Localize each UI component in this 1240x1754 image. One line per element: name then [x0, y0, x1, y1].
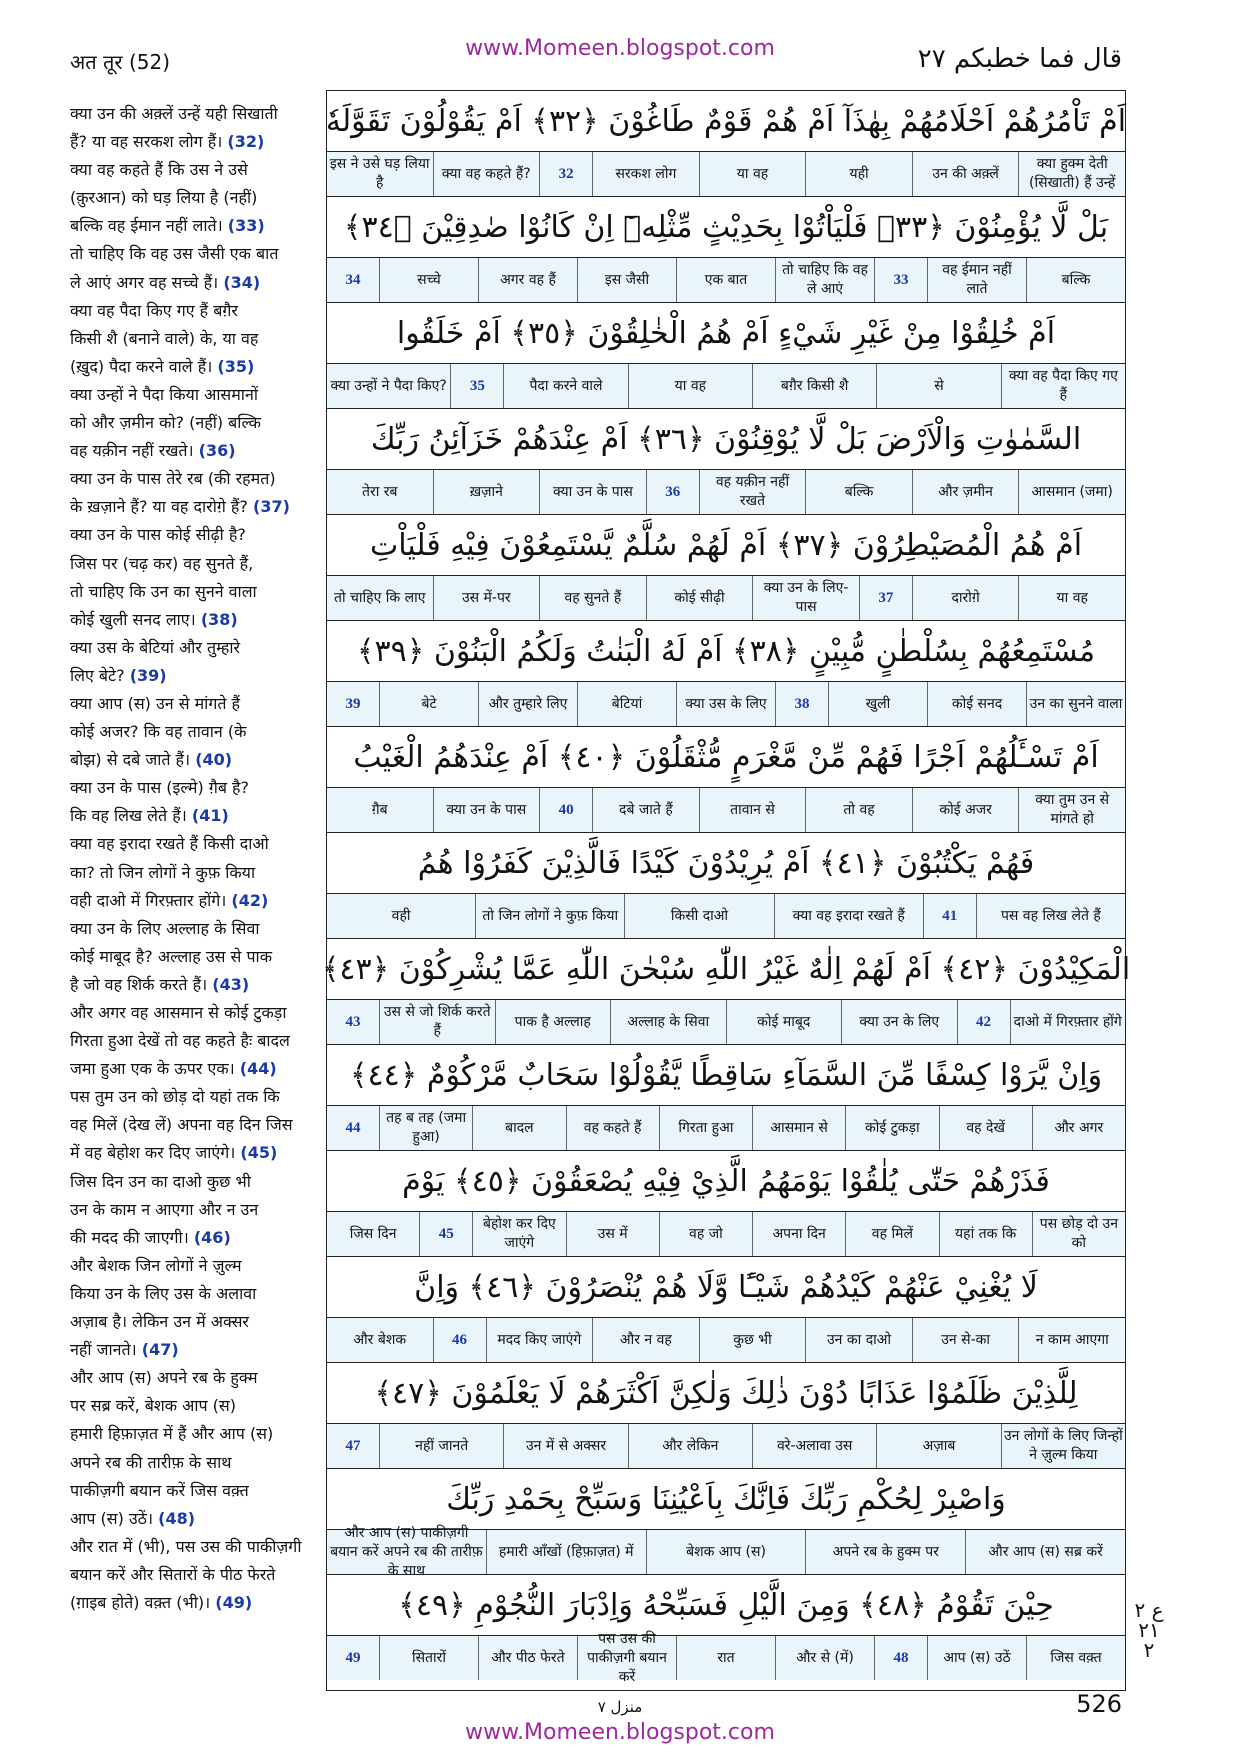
translation-text: किसी शै (बनाने वाले) के, या वह: [70, 328, 259, 348]
word-meaning-cell: कोई सनद: [927, 682, 1026, 726]
translation-text: और रात में (भी), पस उस की पाकीज़गी: [70, 1536, 302, 1556]
arabic-verse-line: اَمْ تَسْـَٔلُهُمْ اَجْرًا فَهُمْ مِّنْ مَّغْرَمٍ مُّثْقَلُوْنَ ﴿٤٠﴾ اَمْ عِنْدَهُمُ الْغَيْبُ: [327, 726, 1125, 787]
translation-row: [327, 151, 1125, 196]
translation-row: [327, 1105, 1125, 1150]
word-meaning-cell: दबे जाते हैं: [592, 788, 699, 832]
word-meaning-cell: वरे-अलावा उस: [752, 1424, 876, 1468]
word-meaning-cell: क्या वह कहते हैं?: [433, 152, 540, 196]
word-meaning-cell: तो चाहिए कि लाए: [333, 589, 426, 606]
translation-text: कोई खुली सनद लाए।: [70, 609, 196, 629]
word-meaning-cell: आसमान (जमा): [1018, 470, 1125, 514]
translation-text: हमारी हिफ़ाज़त में हैं और आप (स): [70, 1424, 274, 1444]
translation-text: नहीं जानते।: [70, 1340, 137, 1360]
translation-line: [70, 830, 320, 858]
arabic-verse-line: اَمْ هُمُ الْمُصَيْطِرُوْنَ ﴿٣٧﴾ اَمْ لَهُمْ سُلَّمٌ يَّسْتَمِعُوْنَ فِيْهِ فَلْيَاْتِ: [327, 514, 1125, 575]
verse-number-cell: 48: [874, 1636, 927, 1680]
word-meaning-cell: उन की अक़्लें: [912, 152, 1019, 196]
word-meaning-cell: मदद किए जाएंगे: [486, 1318, 593, 1362]
translation-text: हैं? या वह सरकश लोग हैं।: [70, 132, 223, 152]
word-meaning-cell: किसी दाओ: [624, 894, 773, 938]
translation-line: [70, 943, 320, 971]
translation-line: [70, 1027, 320, 1055]
translation-text: वह यक़ीन नहीं रखते।: [70, 441, 194, 461]
translation-column: [70, 100, 320, 1617]
translation-line: [70, 381, 320, 409]
word-meaning-cell: क्या उन के लिए-पास: [752, 576, 859, 620]
translation-line: [70, 1168, 320, 1196]
word-meaning-cell: बल्कि: [805, 470, 912, 514]
word-meaning-cell: उन लोगों के लिए जिन्हों ने ज़ुल्म किया: [1001, 1424, 1125, 1468]
word-meaning-cell: एक बात: [676, 258, 775, 302]
word-meaning-cell: कोई अजर: [912, 788, 1019, 832]
verse-number: (43): [212, 974, 250, 994]
word-meaning-cell: क्या उन के पास: [433, 788, 540, 832]
translation-text: क्या उन के पास कोई सीढ़ी है?: [70, 525, 246, 545]
verse-number: (32): [227, 132, 265, 152]
translation-line: [70, 1477, 320, 1505]
translation-text: तो चाहिए कि उन का सुनने वाला: [70, 581, 257, 601]
word-meaning-cell: पस उस की पाकीज़गी बयान करें: [577, 1636, 676, 1680]
ruku-marker: [1134, 1600, 1164, 1660]
translation-text: उन के काम न आएगा और न उन: [70, 1199, 259, 1219]
translation-line: [70, 325, 320, 353]
translation-line: [70, 1139, 320, 1167]
translation-line: [70, 409, 320, 437]
word-meaning-cell: और लेकिन: [628, 1424, 752, 1468]
word-meaning-cell: और आप (स) पाकीज़गी बयान करें अपने रब की तारीफ़ के साथ: [330, 1524, 483, 1579]
verse-number: (38): [200, 609, 238, 629]
word-meaning-cell: बेटे: [379, 682, 478, 726]
verse-number-cell: 33: [874, 258, 927, 302]
word-meaning-cell: आप (स) उठें: [927, 1636, 1026, 1680]
translation-line: [70, 1420, 320, 1448]
arabic-verse-line: اَمْ خُلِقُوْا مِنْ غَيْرِ شَيْءٍ اَمْ هُمُ الْخٰلِقُوْنَ ﴿٣٥﴾ اَمْ خَلَقُوا: [327, 302, 1125, 363]
translation-line: [70, 240, 320, 268]
translation-line: [70, 465, 320, 493]
translation-text: जिस दिन उन का दाओ कुछ भी: [70, 1171, 251, 1191]
verse-number: (34): [223, 272, 261, 292]
verse-number: (46): [193, 1227, 231, 1247]
translation-text: वह मिलें (देख लें) अपना वह दिन जिस: [70, 1115, 293, 1135]
word-meaning-cell: सरकश लोग: [592, 152, 699, 196]
translation-line: [70, 774, 320, 802]
verse-number-cell: 39: [345, 695, 361, 712]
arabic-verse-line: اَمْ تَاْمُرُهُمْ اَحْلَامُهُمْ بِهٰذَآ اَمْ هُمْ قَوْمٌ طَاغُوْنَ ﴿٣٢﴾ اَمْ يَقُوْلُوْنَ تَقَوَّلَهٗ: [327, 90, 1125, 151]
word-meaning-cell: बादल: [472, 1106, 565, 1150]
translation-line: [70, 746, 320, 774]
verse-number-cell: 37: [859, 576, 912, 620]
arabic-verse-line: لَا يُغْنِيْ عَنْهُمْ كَيْدُهُمْ شَيْـًٔا وَّلَا هُمْ يُنْصَرُوْنَ ﴿٤٦﴾ وَاِنَّ: [327, 1256, 1125, 1317]
word-meaning-cell: से: [876, 364, 1000, 408]
verse-number: (36): [198, 441, 236, 461]
translation-row: [327, 257, 1125, 302]
translation-text: क्या उस के बेटियां और तुम्हारे: [70, 637, 241, 657]
translation-row: [327, 1317, 1125, 1362]
word-meaning-cell: कुछ भी: [699, 1318, 806, 1362]
word-meaning-cell: उस से जो शिर्क करते हैं: [379, 1000, 495, 1044]
translation-text: की मदद की जाएगी।: [70, 1227, 189, 1247]
word-meaning-cell: उस में-पर: [433, 576, 540, 620]
translation-line: [70, 999, 320, 1027]
translation-text: बोझ) से दबे जाते हैं।: [70, 750, 191, 770]
translation-line: [70, 1505, 320, 1533]
translation-line: [70, 269, 320, 297]
word-meaning-cell: अपने रब के हुक्म पर: [805, 1530, 965, 1574]
surah-title: अत तूर (52): [70, 50, 171, 74]
word-meaning-cell: तो वह: [805, 788, 912, 832]
translation-line: [70, 971, 320, 999]
arabic-verse-line: بَلْ لَّا يُؤْمِنُوْنَ ﴿٣٣﴾ فَلْيَاْتُوْا بِحَدِيْثٍ مِّثْلِهٖٓ اِنْ كَانُوْا صٰدِقِيْنَ ﴿٣٤﴾: [327, 196, 1125, 257]
translation-text: पर सब्र करें, बेशक आप (स): [70, 1396, 236, 1416]
word-meaning-cell: वह ईमान नहीं लाते: [927, 258, 1026, 302]
word-meaning-cell: तह ब तह (जमा हुआ): [379, 1106, 472, 1150]
translation-text: पस तुम उन को छोड़ दो यहां तक कि: [70, 1087, 280, 1107]
verse-number: (39): [129, 665, 167, 685]
juz-title: قال فما خطبكم ٢٧: [917, 44, 1122, 74]
verse-number-cell: 38: [775, 682, 828, 726]
translation-line: [70, 1364, 320, 1392]
translation-text: तो चाहिए कि वह उस जैसी एक बात: [70, 244, 279, 264]
word-meaning-cell: अल्लाह के सिवा: [610, 1000, 726, 1044]
word-meaning-cell: सितारों: [379, 1636, 478, 1680]
translation-text: अपने रब की तारीफ़ के साथ: [70, 1452, 232, 1472]
word-meaning-cell: और न वह: [592, 1318, 699, 1362]
word-meaning-cell: पाक है अल्लाह: [495, 1000, 611, 1044]
translation-line: [70, 1308, 320, 1336]
translation-text: (क़ुरआन) को घड़ लिया है (नहीं): [70, 188, 258, 208]
arabic-verse-line: السَّمٰوٰتِ وَالْاَرْضَ بَلْ لَّا يُوْقِنُوْنَ ﴿٣٦﴾ اَمْ عِنْدَهُمْ خَزَآئِنُ رَبِّكَ: [327, 408, 1125, 469]
ruku-marker-part: ٢١: [1138, 1618, 1160, 1642]
arabic-verse-line: الْمَكِيْدُوْنَ ﴿٤٢﴾ اَمْ لَهُمْ اِلٰهٌ غَيْرُ اللّٰهِ سُبْحٰنَ اللّٰهِ عَمَّا يُشْرِكُوْنَ ﴿٤٣﴾: [327, 938, 1125, 999]
word-meaning-cell: क्या तुम उन से मांगते हो: [1018, 788, 1125, 832]
word-by-word-table: [321, 90, 1131, 1690]
translation-row: [327, 575, 1125, 620]
arabic-verse-line: وَاصْبِرْ لِحُكْمِ رَبِّكَ فَاِنَّكَ بِاَعْيُنِنَا وَسَبِّحْ بِحَمْدِ رَبِّكَ: [327, 1468, 1125, 1529]
translation-line: [70, 690, 320, 718]
word-meaning-cell: वह कहते हैं: [566, 1106, 659, 1150]
word-meaning-cell: वह सुनते हैं: [539, 576, 646, 620]
translation-line: [70, 662, 320, 690]
verse-number-cell: 42: [957, 1000, 1010, 1044]
translation-line: [70, 184, 320, 212]
word-meaning-cell: क्या उन के पास: [539, 470, 646, 514]
word-meaning-cell: ग़ैब: [371, 801, 388, 818]
arabic-verse-line: وَاِنْ يَّرَوْا كِسْفًا مِّنَ السَّمَآءِ سَاقِطًا يَّقُوْلُوْا سَحَابٌ مَّرْكُوْمٌ ﴿٤٤﴾: [327, 1044, 1125, 1105]
translation-row: [327, 363, 1125, 408]
translation-text: क्या उन के पास (इल्मे) ग़ैब है?: [70, 778, 250, 798]
translation-text: कोई माबूद है? अल्लाह उस से पाक: [70, 946, 272, 966]
translation-line: [70, 578, 320, 606]
translation-line: [70, 1533, 320, 1561]
word-meaning-cell: क्या वह इरादा रखते हैं: [774, 894, 923, 938]
word-meaning-cell: और ज़मीन: [912, 470, 1019, 514]
word-meaning-cell: और पीठ फेरते: [478, 1636, 577, 1680]
translation-line: [70, 1196, 320, 1224]
arabic-verse-line: فَذَرْهُمْ حَتّٰى يُلٰقُوْا يَوْمَهُمُ الَّذِيْ فِيْهِ يُصْعَقُوْنَ ﴿٤٥﴾ يَوْمَ: [327, 1150, 1125, 1211]
translation-text: जमा हुआ एक के ऊपर एक।: [70, 1059, 235, 1079]
word-meaning-cell: उन में से अक्सर: [503, 1424, 627, 1468]
word-meaning-cell: और आप (स) सब्र करें: [965, 1530, 1125, 1574]
translation-text: को और ज़मीन को? (नहीं) बल्कि: [70, 413, 261, 433]
arabic-verse-line: حِيْنَ تَقُوْمُ ﴿٤٨﴾ وَمِنَ الَّيْلِ فَسَبِّحْهُ وَاِدْبَارَ النُّجُوْمِ ﴿٤٩﴾: [327, 1574, 1125, 1635]
verse-number-cell: 44: [345, 1119, 361, 1136]
word-meaning-cell: दाओ में गिरफ़्तार होंगे: [1010, 1000, 1126, 1044]
word-meaning-cell: या वह: [699, 152, 806, 196]
translation-line: [70, 1224, 320, 1252]
verse-number: (40): [195, 750, 233, 770]
verse-number-cell: 34: [345, 271, 361, 288]
verse-number-cell: 35: [450, 364, 503, 408]
word-meaning-cell: जिस वक़्त: [1026, 1636, 1125, 1680]
translation-row: [327, 1630, 1125, 1685]
verse-number: (47): [141, 1340, 179, 1360]
translation-line: [70, 128, 320, 156]
word-meaning-cell: कोई सीढ़ी: [646, 576, 753, 620]
word-meaning-cell: कोई टुकड़ा: [845, 1106, 938, 1150]
word-meaning-cell: उन का दाओ: [805, 1318, 912, 1362]
translation-text: क्या वह इरादा रखते हैं किसी दाओ: [70, 834, 269, 854]
translation-text: ले आएं अगर वह सच्चे हैं।: [70, 272, 219, 292]
word-meaning-cell: वह यक़ीन नहीं रखते: [699, 470, 806, 514]
word-meaning-cell: सच्चे: [379, 258, 478, 302]
translation-text: गिरता हुआ देखें तो वह कहते हैः बादल: [70, 1031, 290, 1051]
translation-text: आप (स) उठें।: [70, 1508, 154, 1528]
translation-text: (ख़ुद) पैदा करने वाले हैं।: [70, 356, 213, 376]
verse-number-cell: 45: [419, 1212, 472, 1256]
translation-text: वही दाओ में गिरफ़्तार होंगे।: [70, 890, 227, 910]
translation-line: [70, 1336, 320, 1364]
word-meaning-cell: रात: [676, 1636, 775, 1680]
page-number: 526: [1076, 1690, 1122, 1718]
translation-line: [70, 1561, 320, 1589]
translation-text: बल्कि वह ईमान नहीं लाते।: [70, 216, 223, 236]
translation-row: [327, 681, 1125, 726]
verse-number-cell: 36: [646, 470, 699, 514]
word-meaning-cell: उन से-का: [912, 1318, 1019, 1362]
table-bottom-border: [326, 1690, 1126, 1691]
translation-line: [70, 718, 320, 746]
translation-text: का? तो जिन लोगों ने कुफ़ किया: [70, 862, 256, 882]
word-meaning-cell: तावान से: [699, 788, 806, 832]
translation-line: [70, 802, 320, 830]
translation-text: क्या उन्हों ने पैदा किया आसमानों: [70, 384, 258, 404]
word-meaning-cell: पैदा करने वाले: [503, 364, 627, 408]
translation-line: [70, 1055, 320, 1083]
translation-text: अज़ाब है। लेकिन उन में अक्सर: [70, 1312, 249, 1332]
arabic-verse-line: لِلَّذِيْنَ ظَلَمُوْا عَذَابًا دُوْنَ ذٰلِكَ وَلٰكِنَّ اَكْثَرَهُمْ لَا يَعْلَمُوْنَ ﴿٤٧﴾: [327, 1362, 1125, 1423]
translation-line: [70, 550, 320, 578]
translation-row: [327, 1423, 1125, 1468]
translation-line: [70, 1449, 320, 1477]
word-meaning-cell: वह मिलें: [845, 1212, 938, 1256]
word-meaning-cell: जिस दिन: [349, 1225, 397, 1242]
word-meaning-cell: कोई माबूद: [726, 1000, 842, 1044]
translation-line: [70, 1392, 320, 1420]
translation-text: कोई अजर? कि वह तावान (के: [70, 722, 247, 742]
word-meaning-cell: क्या हुक्म देती (सिखाती) हैं उन्हें: [1018, 152, 1125, 196]
translation-text: के ख़ज़ाने हैं? या वह दारोग़े हैं?: [70, 497, 248, 517]
translation-text: जिस पर (चढ़ कर) वह सुनते हैं,: [70, 553, 254, 573]
word-meaning-cell: बल्कि: [1026, 258, 1125, 302]
header-url[interactable]: www.Momeen.blogspot.com: [465, 36, 775, 61]
translation-text: पाकीज़गी बयान करें जिस वक़्त: [70, 1480, 249, 1500]
translation-line: [70, 437, 320, 465]
translation-text: क्या वह कहते हैं कि उस ने उसे: [70, 160, 248, 180]
word-meaning-cell: क्या वह पैदा किए गए हैं: [1001, 364, 1125, 408]
translation-line: [70, 100, 320, 128]
verse-number-cell: 32: [539, 152, 592, 196]
verse-number-cell: 40: [539, 788, 592, 832]
word-meaning-cell: वह जो: [659, 1212, 752, 1256]
word-meaning-cell: बेटियां: [577, 682, 676, 726]
translation-text: क्या वह पैदा किए गए हैं बग़ैर: [70, 300, 238, 320]
verse-number: (48): [158, 1508, 196, 1528]
word-meaning-cell: बेहोश कर दिए जाएंगे: [472, 1212, 565, 1256]
verse-number-cell: 46: [433, 1318, 486, 1362]
translation-text: (ग़ाइब होते) वक़्त (भी)।: [70, 1592, 211, 1612]
verse-number: (49): [215, 1592, 253, 1612]
word-meaning-cell: उस में: [566, 1212, 659, 1256]
translation-line: [70, 1252, 320, 1280]
translation-row: [327, 469, 1125, 514]
translation-line: [70, 353, 320, 381]
word-meaning-cell: इस ने उसे घड़ लिया है: [329, 156, 430, 191]
translation-row: [327, 1211, 1125, 1256]
translation-line: [70, 1083, 320, 1111]
translation-line: [70, 1111, 320, 1139]
word-meaning-cell: अगर वह हैं: [478, 258, 577, 302]
translation-text: लिए बेटे?: [70, 665, 125, 685]
translation-line: [70, 915, 320, 943]
word-meaning-cell: तेरा रब: [361, 483, 398, 500]
translation-text: बयान करें और सितारों के पीठ फेरते: [70, 1564, 276, 1584]
word-meaning-cell: यहां तक कि: [939, 1212, 1032, 1256]
translation-text: और बेशक जिन लोगों ने ज़ुल्म: [70, 1255, 242, 1275]
translation-line: [70, 634, 320, 662]
word-meaning-cell: बग़ैर किसी शै: [752, 364, 876, 408]
translation-text: क्या आप (स) उन से मांगते हैं: [70, 693, 241, 713]
verse-number-cell: 43: [345, 1013, 361, 1030]
translation-line: [70, 156, 320, 184]
word-meaning-cell: तो जिन लोगों ने कुफ़ किया: [475, 894, 624, 938]
translation-row: [327, 999, 1125, 1044]
translation-text: क्या उन के लिए अल्लाह के सिवा: [70, 918, 260, 938]
translation-text: है जो वह शिर्क करते हैं।: [70, 974, 208, 994]
word-meaning-cell: या वह: [1018, 576, 1125, 620]
ruku-marker-part: ع ٢: [1134, 1598, 1164, 1622]
translation-line: [70, 606, 320, 634]
translation-line: [70, 1589, 320, 1617]
translation-row: [327, 787, 1125, 832]
word-meaning-cell: न काम आएगा: [1018, 1318, 1125, 1362]
verse-number-cell: 41: [923, 894, 976, 938]
word-meaning-cell: गिरता हुआ: [659, 1106, 752, 1150]
word-meaning-cell: क्या उन्हों ने पैदा किए?: [330, 377, 447, 394]
translation-line: [70, 297, 320, 325]
translation-line: [70, 521, 320, 549]
verse-number: (35): [217, 356, 255, 376]
translation-line: [70, 1280, 320, 1308]
word-meaning-cell: पस छोड़ दो उन को: [1032, 1212, 1125, 1256]
arabic-verse-line: فَهُمْ يَكْتُبُوْنَ ﴿٤١﴾ اَمْ يُرِيْدُوْنَ كَيْدًا فَالَّذِيْنَ كَفَرُوْا هُمُ: [327, 832, 1125, 893]
verse-number: (45): [240, 1143, 278, 1163]
translation-text: क्या उन की अक़्लें उन्हें यही सिखाती: [70, 104, 278, 123]
verse-number: (33): [227, 216, 265, 236]
arabic-verse-line: مُسْتَمِعُهُمْ بِسُلْطٰنٍ مُّبِيْنٍ ﴿٣٨﴾ اَمْ لَهُ الْبَنٰتُ وَلَكُمُ الْبَنُوْنَ ﴿٣٩﴾: [327, 620, 1125, 681]
word-meaning-cell: अज़ाब: [876, 1424, 1000, 1468]
translation-text: क्या उन के पास तेरे रब (की रहमत): [70, 469, 276, 489]
word-meaning-cell: अपना दिन: [752, 1212, 845, 1256]
word-meaning-cell: हमारी आँखों (हिफ़ाज़त) में: [486, 1530, 646, 1574]
word-meaning-cell: यही: [805, 152, 912, 196]
word-meaning-cell: दारोग़े: [912, 576, 1019, 620]
word-meaning-cell: उन का सुनने वाला: [1026, 682, 1125, 726]
word-meaning-cell: क्या उस के लिए: [676, 682, 775, 726]
word-meaning-cell: आसमान से: [752, 1106, 845, 1150]
word-meaning-cell: तो चाहिए कि वह ले आएं: [775, 258, 874, 302]
verse-number: (44): [239, 1059, 277, 1079]
translation-line: [70, 859, 320, 887]
ruku-marker-part: ٢: [1143, 1638, 1155, 1662]
word-meaning-cell: और अगर: [1032, 1106, 1125, 1150]
footer-url[interactable]: www.Momeen.blogspot.com: [465, 1720, 775, 1745]
word-meaning-cell: और बेशक: [353, 1331, 407, 1348]
word-meaning-cell: और से (में): [775, 1636, 874, 1680]
translation-row: [327, 1524, 1125, 1579]
verse-number: (41): [191, 806, 229, 826]
translation-text: और अगर वह आसमान से कोई टुकड़ा: [70, 1003, 287, 1022]
word-meaning-cell: या वह: [628, 364, 752, 408]
translation-text: किया उन के लिए उस के अलावा: [70, 1283, 257, 1303]
verse-number-cell: 49: [345, 1649, 361, 1666]
word-meaning-cell: नहीं जानते: [379, 1424, 503, 1468]
translation-line: [70, 212, 320, 240]
word-meaning-cell: वही: [391, 907, 411, 924]
translation-text: कि वह लिख लेते हैं।: [70, 806, 187, 826]
verse-number: (37): [253, 497, 290, 517]
word-meaning-cell: ख़ज़ाने: [433, 470, 540, 514]
verse-number-cell: 47: [345, 1437, 361, 1454]
word-meaning-cell: इस जैसी: [577, 258, 676, 302]
word-meaning-cell: क्या उन के लिए: [841, 1000, 957, 1044]
verse-number: (42): [231, 890, 269, 910]
word-meaning-cell: पस वह लिख लेते हैं: [976, 894, 1125, 938]
translation-line: [70, 493, 320, 521]
manzil-label: منزل ٧: [597, 1698, 643, 1716]
word-meaning-cell: और तुम्हारे लिए: [478, 682, 577, 726]
translation-row: [327, 893, 1125, 938]
word-meaning-cell: वह देखें: [939, 1106, 1032, 1150]
word-meaning-cell: बेशक आप (स): [646, 1530, 806, 1574]
translation-text: और आप (स) अपने रब के हुक्म: [70, 1368, 258, 1388]
translation-line: [70, 887, 320, 915]
word-meaning-cell: खुली: [828, 682, 927, 726]
translation-text: में वह बेहोश कर दिए जाएंगे।: [70, 1143, 236, 1163]
